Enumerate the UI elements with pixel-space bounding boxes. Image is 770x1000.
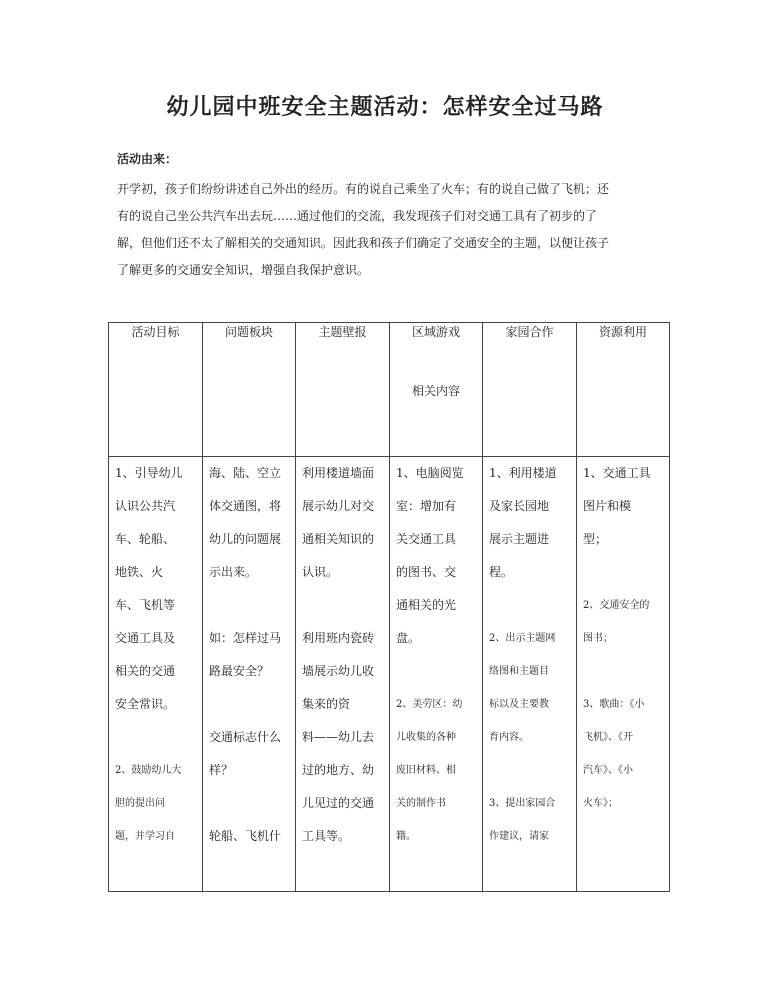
cell-line: 3、提出家园合 <box>489 798 556 809</box>
cell-line: 样？ <box>209 763 234 777</box>
cell-line: 墙展示幼儿收 <box>302 664 375 678</box>
cell-line <box>209 688 289 721</box>
cell-line: 废旧材料、相 <box>396 765 456 776</box>
cell-line: 认识公共汽 <box>115 499 176 513</box>
cell-line: 交通工具及 <box>115 631 176 645</box>
cell-line <box>489 754 570 787</box>
header-cell-area-games-sub: 相关内容 <box>411 384 460 398</box>
header-cell-area-games: 区域游戏 相关内容 <box>390 323 483 457</box>
cell-line: 海、陆、空立 <box>209 466 282 480</box>
cell-line: 籍。 <box>396 831 416 842</box>
cell-line: 工具等。 <box>302 829 351 843</box>
cell-goal <box>109 457 203 892</box>
cell-line: 相关的交通 <box>115 664 176 678</box>
cell-line <box>583 655 663 688</box>
cell-line: 火车》； <box>583 798 618 809</box>
cell-line: 胆的提出问 <box>115 798 165 809</box>
cell-line: 利用楼道墙面 <box>302 466 375 480</box>
header-cell-questions: 问题板块 <box>203 323 296 457</box>
cell-line: 飞机》、《开 <box>583 732 633 743</box>
cell-line: 图书； <box>583 633 613 644</box>
cell-line: 交通标志什么 <box>209 730 282 744</box>
cell-line: 2、鼓励幼儿大 <box>115 765 182 776</box>
header-cell-home-school: 家园合作 <box>483 323 577 457</box>
cell-line: 地铁、火 <box>115 565 164 579</box>
activity-plan-table <box>108 322 670 892</box>
cell-line: 室：增加有 <box>396 499 457 513</box>
cell-line <box>209 589 289 622</box>
cell-line: 利用班内瓷砖 <box>302 631 375 645</box>
intro-line: 了解更多的交通安全知识，增强自我保护意识。 <box>117 263 370 277</box>
cell-line: 程。 <box>489 565 514 579</box>
cell-line: 通相关的光 <box>396 598 457 612</box>
cell-line: 如：怎样过马 <box>209 631 282 645</box>
cell-line: 过的地方、幼 <box>302 763 375 777</box>
cell-line: 儿收集的各种 <box>396 732 456 743</box>
cell-line: 盘。 <box>396 631 421 645</box>
cell-line <box>115 721 196 754</box>
header-cell-resources: 资源利用 <box>577 323 670 457</box>
cell-line: 路最安全？ <box>209 664 270 678</box>
cell-line <box>583 556 663 589</box>
cell-line: 3、歌曲：《小 <box>583 699 645 710</box>
cell-line: 车、轮船、 <box>115 532 176 546</box>
cell-line <box>583 820 663 853</box>
cell-line: 标以及主要教 <box>489 699 549 710</box>
cell-line: 车、飞机等 <box>115 598 176 612</box>
table-row <box>109 457 670 892</box>
cell-line: 及家长园地 <box>489 499 550 513</box>
cell-line: 轮船、飞机什 <box>209 829 282 843</box>
document-title: 幼儿园中班安全主题活动：怎样安全过马路 <box>166 95 604 120</box>
cell-line: 集来的资 <box>302 697 351 711</box>
cell-line: 儿见过的交通 <box>302 796 375 810</box>
cell-line: 育内容。 <box>489 732 529 743</box>
cell-line: 展示主题进 <box>489 532 550 546</box>
cell-line: 体交通图，将 <box>209 499 282 513</box>
cell-line: 1、利用楼道 <box>489 466 557 480</box>
cell-line: 认识。 <box>302 565 339 579</box>
intro-line: 有的说自己坐公共汽车出去玩……通过他们的交流，我发现孩子们对交通工具有了初步的了 <box>117 209 598 223</box>
cell-line: 展示幼儿对交 <box>302 499 375 513</box>
cell-line <box>209 787 289 820</box>
cell-line: 2、交通安全的 <box>583 600 650 611</box>
cell-line: 关交通工具 <box>396 532 457 546</box>
header-cell-goal: 活动目标 <box>109 323 203 457</box>
cell-resources <box>577 457 670 892</box>
cell-line: 汽车》、《小 <box>583 765 633 776</box>
cell-line: 2、美劳区：幼 <box>396 699 463 710</box>
cell-line: 作建议，请家 <box>489 831 549 842</box>
cell-line <box>489 589 570 622</box>
intro-line: 开学初，孩子们纷纷讲述自己外出的经历。有的说自己乘坐了火车；有的说自己做了飞机；还 <box>117 182 610 196</box>
cell-line: 1、引导幼儿 <box>115 466 183 480</box>
origin-heading: 活动由来： <box>117 152 178 166</box>
cell-line: 关的制作书 <box>396 798 446 809</box>
intro-paragraph <box>117 176 662 284</box>
cell-line: 络图和主题目 <box>489 666 549 677</box>
cell-line <box>396 655 476 688</box>
cell-line: 幼儿的问题展 <box>209 532 282 546</box>
cell-line: 1、电脑阅览 <box>396 466 464 480</box>
cell-line: 示出来。 <box>209 565 258 579</box>
cell-line: 料——幼儿去 <box>302 730 375 744</box>
cell-home-school <box>483 457 577 892</box>
cell-line: 的图书、交 <box>396 565 457 579</box>
cell-questions <box>203 457 296 892</box>
cell-wall <box>296 457 390 892</box>
cell-line: 1、交通工具 <box>583 466 651 480</box>
cell-line: 2、出示主题网 <box>489 633 556 644</box>
intro-line: 解，但他们还不太了解相关的交通知识。因此我和孩子们确定了交通安全的主题，以便让孩子 <box>117 236 610 250</box>
cell-area-games <box>390 457 483 892</box>
cell-line: 图片和模 <box>583 499 632 513</box>
cell-line: 题，并学习自 <box>115 831 175 842</box>
cell-line: 通相关知识的 <box>302 532 375 546</box>
cell-line: 型； <box>583 532 608 546</box>
cell-line <box>302 589 383 622</box>
table-header-row <box>109 323 670 457</box>
header-cell-wall: 主题壁报 <box>296 323 390 457</box>
cell-line: 安全常识。 <box>115 697 176 711</box>
